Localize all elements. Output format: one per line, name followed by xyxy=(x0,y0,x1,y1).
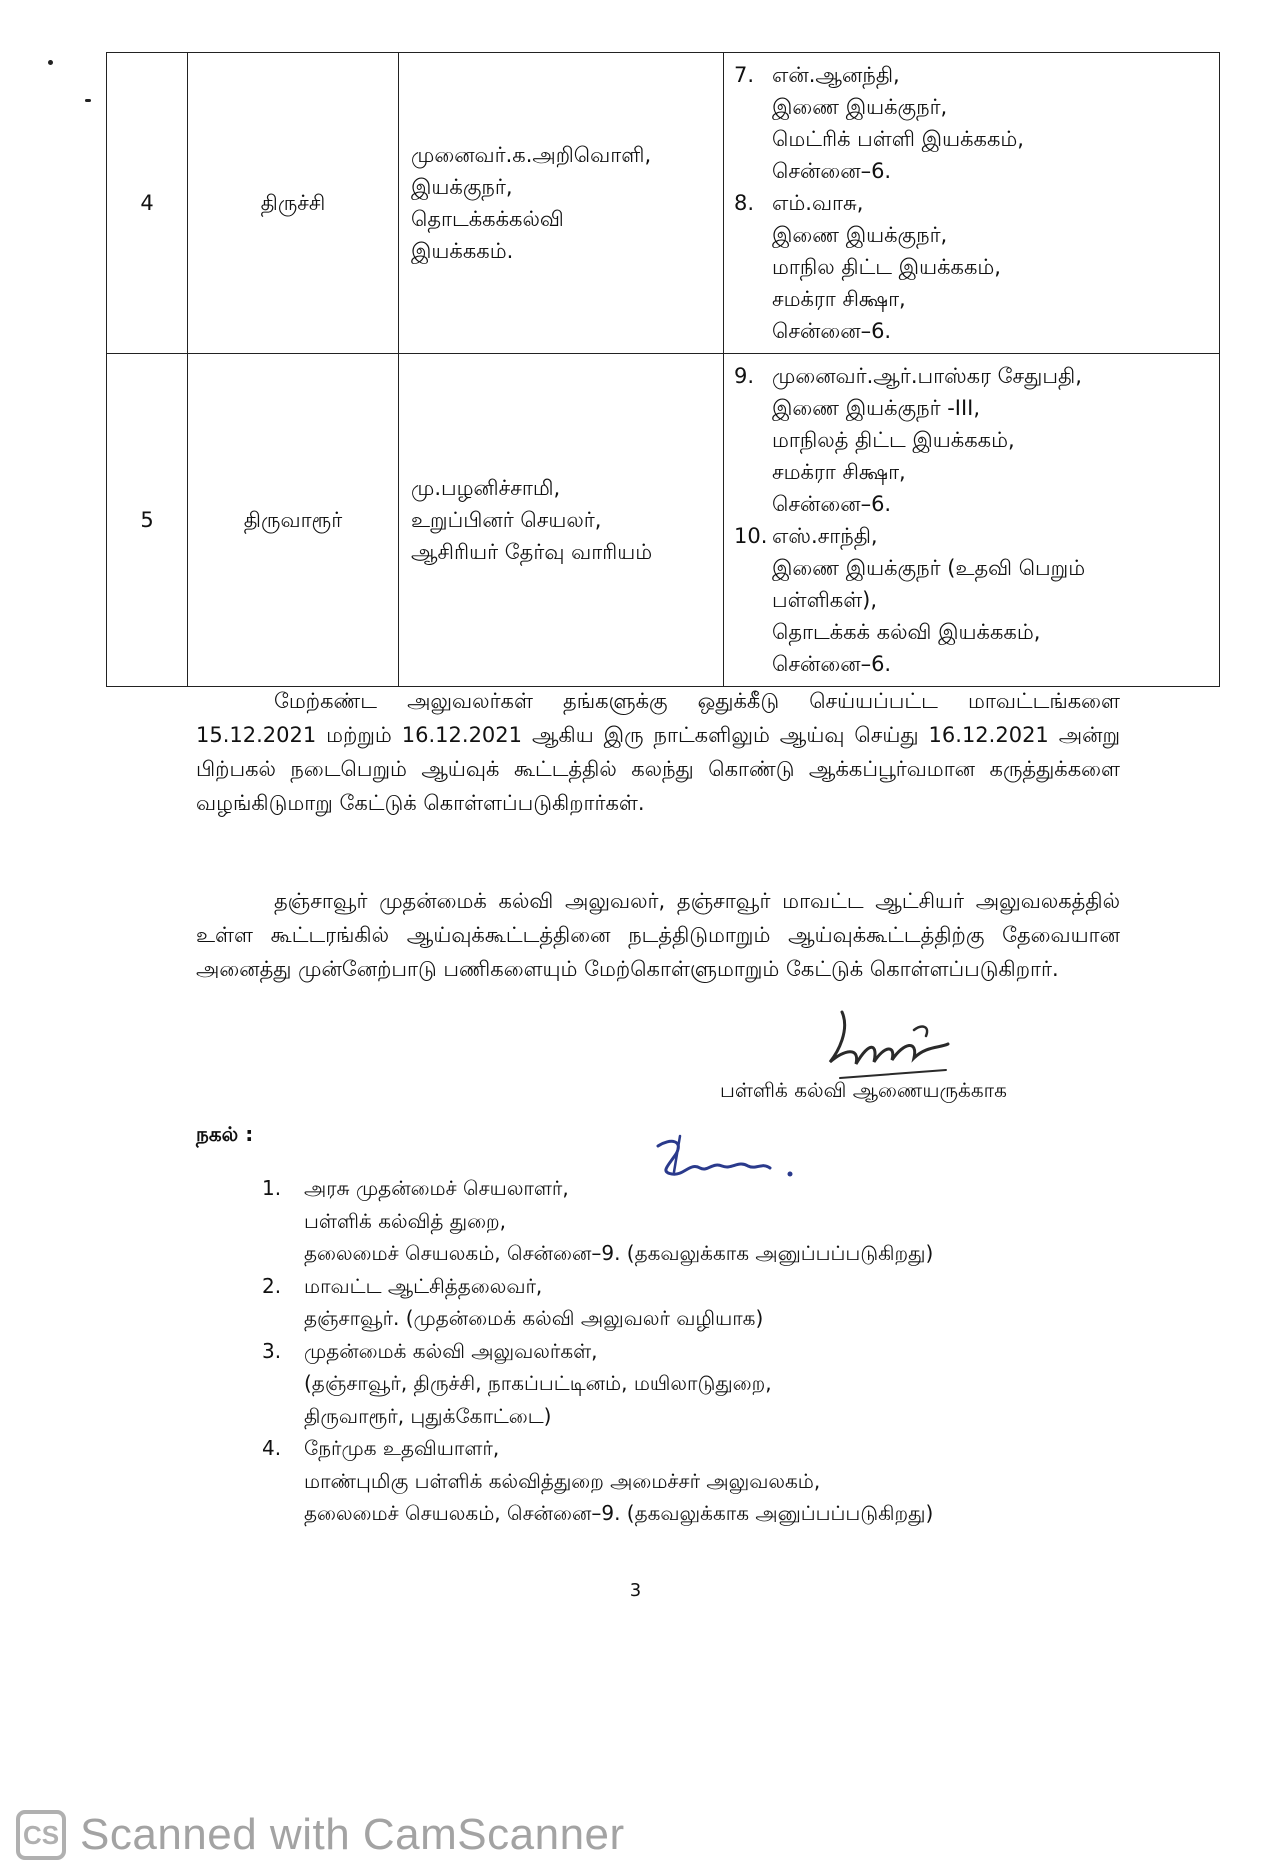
copy-line: நேர்முக உதவியாளர், xyxy=(304,1436,500,1460)
assigned-officers-cell xyxy=(724,354,1220,687)
officer-line: சமக்ரா சிக்ஷா, xyxy=(772,287,906,311)
copy-line: மாவட்ட ஆட்சித்தலைவர், xyxy=(304,1273,543,1298)
officer-entry xyxy=(734,187,1211,347)
copy-number: 3. xyxy=(262,1338,282,1363)
copy-to-heading: நகல் : xyxy=(196,1122,254,1146)
head-line: இயக்ககம். xyxy=(411,239,514,263)
officer-entry xyxy=(734,59,1211,187)
district-cell: திருவாரூர் xyxy=(188,354,399,687)
monitoring-head-cell xyxy=(399,354,724,687)
assigned-officers-cell xyxy=(724,53,1220,354)
copy-line: அரசு முதன்மைச் செயலாளர், xyxy=(304,1176,569,1200)
copy-number: 2. xyxy=(262,1273,282,1298)
monitoring-head-cell xyxy=(399,53,724,354)
scan-speck xyxy=(48,60,53,65)
officer-line: மெட்ரிக் பள்ளி இயக்ககம், xyxy=(772,127,1024,151)
signatory-designation: பள்ளிக் கல்வி ஆணையருக்காக xyxy=(720,1078,1007,1102)
copy-line: முதன்மைக் கல்வி அலுவலர்கள், xyxy=(304,1338,598,1363)
officer-line: தொடக்கக் கல்வி இயக்ககம், xyxy=(772,620,1041,644)
copy-line: (தஞ்சாவூர், திருச்சி, நாகப்பட்டினம், மயிலாடுதுறை, xyxy=(304,1371,772,1395)
copy-recipient xyxy=(262,1335,933,1433)
officer-line: சமக்ரா சிக்ஷா, xyxy=(772,460,906,484)
officers-table xyxy=(106,52,1220,687)
copy-recipient xyxy=(262,1172,933,1270)
officer-number: 8. xyxy=(734,191,755,215)
officer-line: சென்னை–6. xyxy=(772,492,892,516)
officer-line: மாநில திட்ட இயக்ககம், xyxy=(772,255,1001,279)
copy-line: பள்ளிக் கல்வித் துறை, xyxy=(304,1208,506,1233)
officer-line: மாநிலத் திட்ட இயக்ககம், xyxy=(772,428,1015,452)
serial-number-cell: 5 xyxy=(107,354,188,687)
copy-line: தலைமைச் செயலகம், சென்னை–9. (தகவலுக்காக அனுப்பப்படுகிறது) xyxy=(304,1501,934,1525)
copy-number: 1. xyxy=(262,1176,282,1200)
head-line: முனைவர்.க.அறிவொளி, xyxy=(411,143,652,167)
copy-line: திருவாரூர், புதுக்கோட்டை) xyxy=(304,1403,552,1428)
officer-line: பள்ளிகள்), xyxy=(772,588,878,612)
officer-line: சென்னை–6. xyxy=(772,319,892,343)
district-cell: திருச்சி xyxy=(188,53,399,354)
scan-speck xyxy=(85,99,91,102)
officer-line: எஸ்.சாந்தி, xyxy=(772,524,878,548)
head-line: இயக்குநர், xyxy=(411,175,513,199)
officer-line: இணை இயக்குநர், xyxy=(772,223,948,247)
camscanner-logo-icon: CS xyxy=(16,1810,66,1860)
head-line: ஆசிரியர் தேர்வு வாரியம் xyxy=(411,540,653,564)
head-line: மு.பழனிச்சாமி, xyxy=(411,476,561,500)
serial-number-cell: 4 xyxy=(107,53,188,354)
copy-number: 4. xyxy=(262,1436,282,1460)
officer-number: 10. xyxy=(734,524,768,548)
copy-recipient xyxy=(262,1432,933,1530)
copy-line: தஞ்சாவூர். (முதன்மைக் கல்வி அலுவலர் வழியாக) xyxy=(304,1306,764,1330)
copy-to-list xyxy=(262,1172,933,1530)
table-row xyxy=(107,53,1220,354)
officer-line: இணை இயக்குநர் -III, xyxy=(772,396,981,420)
officer-line: இணை இயக்குநர் (உதவி பெறும் xyxy=(772,556,1086,580)
head-line: உறுப்பினர் செயலர், xyxy=(411,508,602,532)
signature-icon xyxy=(822,1000,962,1090)
copy-recipient xyxy=(262,1270,933,1335)
copy-line: தலைமைச் செயலகம், சென்னை–9. (தகவலுக்காக அனுப்பப்படுகிறது) xyxy=(304,1241,934,1265)
officer-number: 9. xyxy=(734,364,755,388)
table-row xyxy=(107,354,1220,687)
officer-line: சென்னை–6. xyxy=(772,159,892,183)
head-line: தொடக்கக்கல்வி xyxy=(411,207,564,231)
officer-entry xyxy=(734,520,1211,680)
officer-entry xyxy=(734,360,1211,520)
officer-number: 7. xyxy=(734,63,755,87)
paragraph-arrangements: தஞ்சாவூர் முதன்மைக் கல்வி அலுவலர், தஞ்சாவூர் மாவட்ட ஆட்சியர் அலுவலகத்தில் உள்ள கூட்டரங்கில் ஆய்வுக்கூட்டத்தினை நடத்திடுமாறும் ஆய்வுக்கூட்டத்திற்கு தேவையான அனைத்து முன்னேற்பாடு பணிகளையும் மேற்கொள்ளுமாறும் கேட்டுக் கொள்ளப்படுகிறார். xyxy=(196,889,1120,981)
watermark-text: Scanned with CamScanner xyxy=(80,1810,625,1859)
page-number: 3 xyxy=(629,1580,642,1601)
officer-line: எம்.வாசு, xyxy=(772,191,864,215)
camscanner-watermark xyxy=(16,1810,625,1860)
paragraph-instructions: மேற்கண்ட அலுவலர்கள் தங்களுக்கு ஒதுக்கீடு செய்யப்பட்ட மாவட்டங்களை 15.12.2021 மற்றும் 16.12.2021 ஆகிய இரு நாட்களிலும் ஆய்வு செய்து 16.12.2021 அன்று பிற்பகல் நடைபெறும் ஆய்வுக் கூட்டத்தில் கலந்து கொண்டு ஆக்கப்பூர்வமான கருத்துக்களை வழங்கிடுமாறு கேட்டுக் கொள்ளப்படுகிறார்கள். xyxy=(196,689,1120,815)
officer-line: முனைவர்.ஆர்.பாஸ்கர சேதுபதி, xyxy=(772,364,1082,388)
officer-line: இணை இயக்குநர், xyxy=(772,95,948,119)
officer-line: சென்னை–6. xyxy=(772,652,892,676)
copy-line: மாண்புமிகு பள்ளிக் கல்வித்துறை அமைச்சர் அலுவலகம், xyxy=(304,1468,821,1493)
officer-line: என்.ஆனந்தி, xyxy=(772,63,900,87)
